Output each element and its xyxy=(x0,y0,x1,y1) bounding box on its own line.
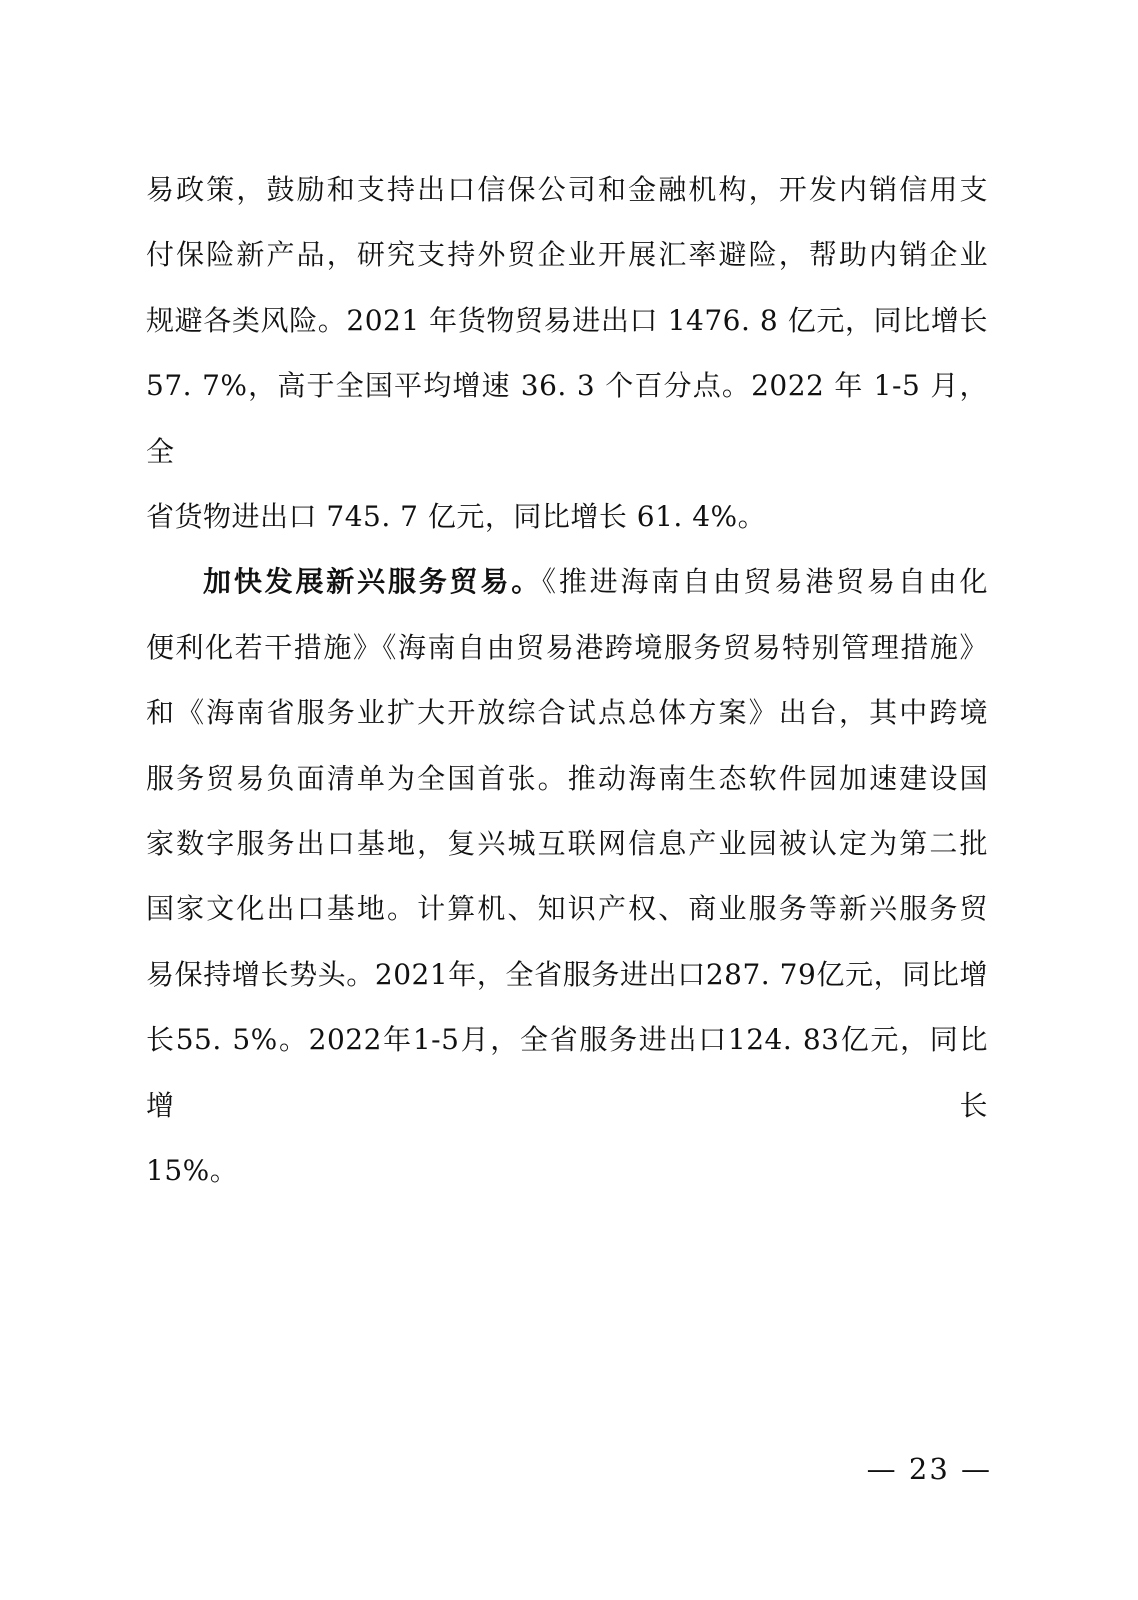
text-line: 长55. 5%。2022年1-5月，全省服务进出口124. 83亿元，同比增长 xyxy=(146,1023,988,1122)
text-line: 家数字服务出口基地，复兴城互联网信息产业园被认定为第二批 xyxy=(146,827,988,861)
text-line: 付保险新产品，研究支持外贸企业开展汇率避险，帮助内销企业 xyxy=(146,238,988,272)
text-line: 省货物进出口 745. 7 亿元，同比增长 61. 4%。 xyxy=(146,500,767,534)
text-line: 15%。 xyxy=(146,1154,239,1188)
text-line: 服务贸易负面清单为全国首张。推动海南生态软件园加速建设国 xyxy=(146,761,988,795)
text-line: 规避各类风险。2021 年货物贸易进出口 1476. 8 亿元，同比增长 xyxy=(146,303,988,337)
text-line: 57. 7%，高于全国平均增速 36. 3 个百分点。2022 年 1-5 月，全 xyxy=(146,369,988,468)
page-number: — 23 — xyxy=(866,1452,992,1486)
paragraph-heading: 加快发展新兴服务贸易。 xyxy=(203,565,543,599)
text-line: 易保持增长势头。2021年，全省服务进出口287. 79亿元，同比增 xyxy=(146,957,988,991)
text-line: 易政策，鼓励和支持出口信保公司和金融机构，开发内销信用支 xyxy=(146,173,988,206)
text-line: 便利化若干措施》《海南自由贸易港跨境服务贸易特别管理措施》 xyxy=(146,630,988,664)
text-line: 和《海南省服务业扩大开放综合试点总体方案》出台，其中跨境 xyxy=(146,696,988,730)
body-text xyxy=(146,157,988,1204)
paragraph-text: 《推进海南自由贸易港贸易自由化 xyxy=(542,565,988,599)
text-line xyxy=(146,549,988,614)
text-line: 国家文化出口基地。计算机、知识产权、商业服务等新兴服务贸 xyxy=(146,892,988,926)
